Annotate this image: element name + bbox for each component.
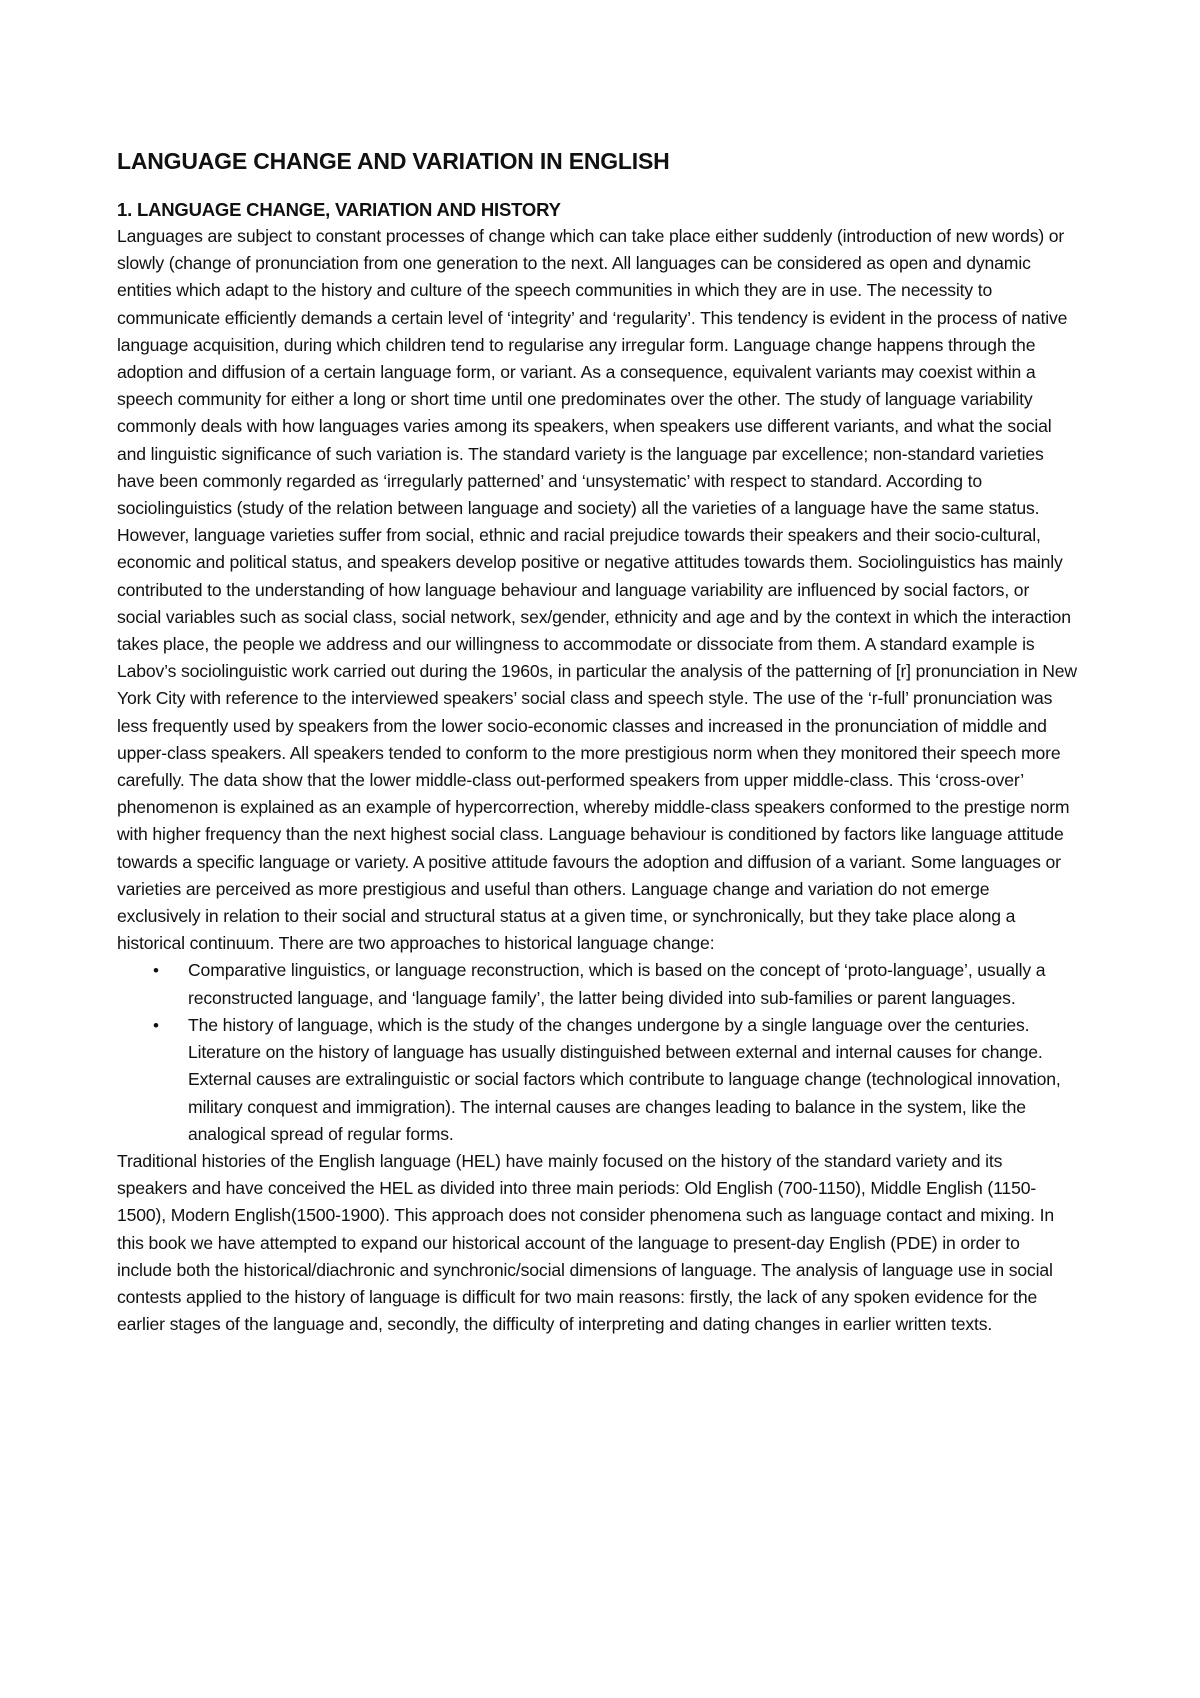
list-item-text: The history of language, which is the study of the changes undergone by a single language over the centuries. Literature on the history of language has usually distinguished between external and internal causes for change. External causes are extralinguistic or social factors which contribute to language change (technological innovation, military conquest and immigration). The internal causes are changes leading to balance in the system, like the analogical spread of regular forms. [188,1014,1061,1144]
approaches-list [117,957,1077,1147]
closing-paragraph: Traditional histories of the English language (HEL) have mainly focused on the history of the standard variety and its speakers and have conceived the HEL as divided into three main periods: Old English (700-1150), Middle English (1150-1500), Modern English(1500-1900). This approach does not consider phenomena such as language contact and mixing. In this book we have attempted to expand our historical account of the language to present-day English (PDE) in order to include both the historical/diachronic and synchronic/social dimensions of language. The analysis of language use in social contests applied to the history of language is difficult for two main reasons: firstly, the lack of any spoken evidence for the earlier stages of the language and, secondly, the difficulty of interpreting and dating changes in earlier written texts. [117,1150,1055,1335]
bullet-icon: • [153,1015,159,1035]
bullet-icon: • [153,961,159,981]
list-item-text: Comparative linguistics, or language reconstruction, which is based on the concept of ‘proto-language’, usually a reconstructed language, and ‘language family’, the latter being divided into sub-families or parent languages. [188,960,1046,1008]
list-item [153,1012,1077,1148]
section-heading: 1. LANGUAGE CHANGE, VARIATION AND HISTORY [117,199,561,220]
document-title: LANGUAGE CHANGE AND VARIATION IN ENGLISH [117,148,670,174]
document-page [117,146,1077,1338]
list-item [153,957,1077,1011]
intro-paragraph: Languages are subject to constant processes of change which can take place either suddenly (introduction of new words) or slowly (change of pronunciation from one generation to the next. All languages can be considered as open and dynamic entities which adapt to the history and culture of the speech communities in which they are in use. The necessity to communicate efficiently demands a certain level of ‘integrity’ and ‘regularity’. This tendency is evident in the process of native language acquisition, during which children tend to regularise any irregular form. Language change happens through the adoption and diffusion of a certain language form, or variant. As a consequence, equivalent variants may coexist within a speech community for either a long or short time until one predominates over the other. The study of language variability commonly deals with how languages varies among its speakers, when speakers use different variants, and what the social and linguistic significance of such variation is. The standard variety is the language par excellence; non-standard varieties have been commonly regarded as ‘irregularly patterned’ and ‘unsystematic’ with respect to standard. According to sociolinguistics (study of the relation between language and society) all the varieties of a language have the same status. However, language varieties suffer from social, ethnic and racial prejudice towards their speakers and their socio-cultural, economic and political status, and speakers develop positive or negative attitudes towards them. Sociolinguistics has mainly contributed to the understanding of how language behaviour and language variability are influenced by social factors, or social variables such as social class, social network, sex/gender, ethnicity and age and by the context in which the interaction takes place, the people we address and our willingness to accommodate or dissociate from them. A standard example is Labov’s sociolinguistic work carried out during the 1960s, in particular the analysis of the patterning of [r] pronunciation in New York City with reference to the interviewed speakers’ social class and speech style. The use of the ‘r-full’ pronunciation was less frequently used by speakers from the lower socio-economic classes and increased in the pronunciation of middle and upper-class speakers. All speakers tended to conform to the more prestigious norm when they monitored their speech more carefully. The data show that the lower middle-class out-performed speakers from upper middle-class. This ‘cross-over’ phenomenon is explained as an example of hypercorrection, whereby middle-class speakers conformed to the prestige norm with higher frequency than the next highest social class. Language behaviour is conditioned by factors like language attitude towards a specific language or variety. A positive attitude favours the adoption and diffusion of a variant. Some languages or varieties are perceived as more prestigious and useful than others. Language change and variation do not emerge exclusively in relation to their social and structural status at a given time, or synchronically, but they take place along a historical continuum. There are two approaches to historical language change: [117,226,1077,954]
